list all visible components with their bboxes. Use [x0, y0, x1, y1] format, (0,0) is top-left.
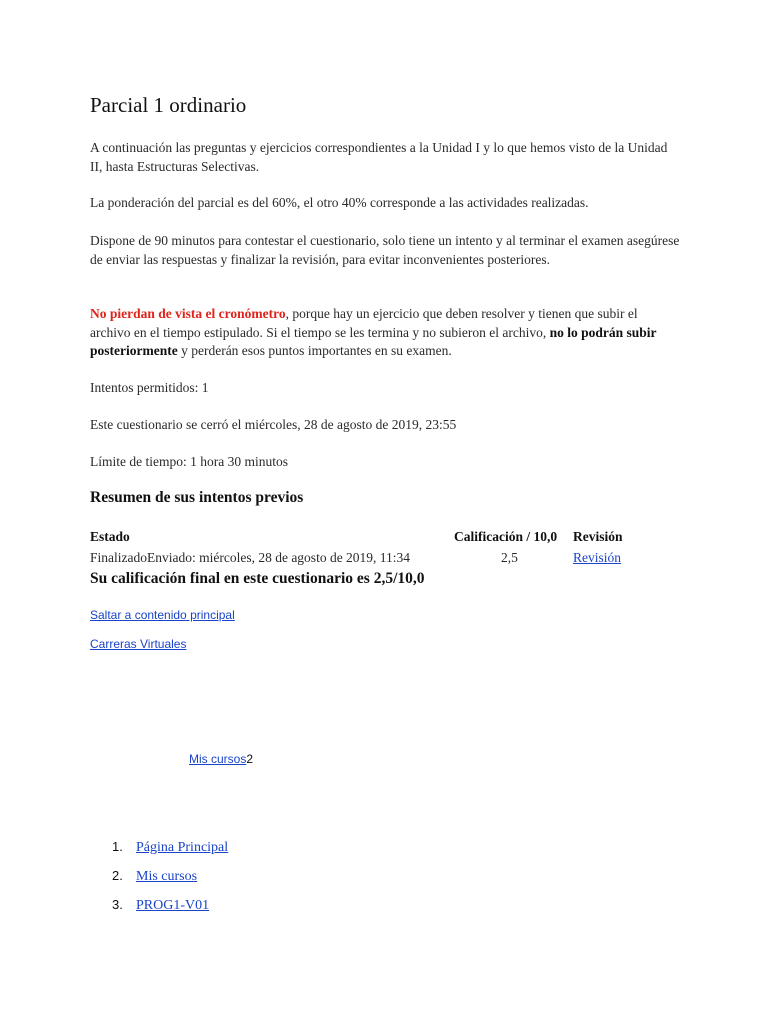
- list-item: [112, 868, 197, 885]
- weighting-paragraph: La ponderación del parcial es del 60%, el otro 40% corresponde a las actividades realizadas.: [90, 195, 589, 210]
- nav-link-home[interactable]: Página Principal: [136, 840, 229, 855]
- closed-info: Este cuestionario se cerró el miércoles, 28 de agosto de 2019, 23:55: [90, 417, 457, 432]
- warning-paragraph: [90, 305, 680, 361]
- nav-link-course[interactable]: PROG1-V01: [136, 898, 210, 913]
- row-calificacion: 2,5: [501, 550, 518, 565]
- list-item-number: 2.: [112, 868, 123, 883]
- site-home-link[interactable]: Carreras Virtuales: [90, 637, 187, 651]
- intro-paragraph: A continuación las preguntas y ejercicios correspondientes a la Unidad I y lo que hemos visto de la Unidad II, hasta Estructuras Selectivas.: [90, 140, 668, 174]
- warning-highlight: No pierdan de vista el cronómetro: [90, 306, 286, 321]
- page-title: Parcial 1 ordinario: [90, 93, 247, 117]
- skip-to-content-link[interactable]: Saltar a contenido principal: [90, 608, 235, 622]
- list-item-number: 1.: [112, 839, 123, 854]
- time-info-paragraph: Dispone de 90 minutos para contestar el cuestionario, solo tiene un intento y al terminar el examen asegúrese de enviar las respuestas y finalizar la revisión, para evitar inconvenientes posteriores.: [90, 233, 680, 267]
- list-item: [112, 897, 209, 914]
- review-link[interactable]: Revisión: [573, 550, 622, 565]
- time-limit: Límite de tiempo: 1 hora 30 minutos: [90, 454, 288, 469]
- header-calificacion: Calificación / 10,0: [454, 529, 558, 544]
- breadcrumb-suffix: 2: [246, 752, 254, 766]
- attempts-allowed: Intentos permitidos: 1: [90, 380, 209, 395]
- list-item-number: 3.: [112, 897, 123, 912]
- breadcrumb-my-courses-link[interactable]: Mis cursos: [189, 752, 247, 766]
- final-grade: Su calificación final en este cuestionario es 2,5/10,0: [90, 570, 425, 587]
- breadcrumb: [189, 752, 253, 766]
- row-estado: FinalizadoEnviado: miércoles, 28 de agosto de 2019, 11:34: [90, 550, 411, 565]
- warning-middle-text: , porque hay un ejercicio que deben resolver y tienen que subir el archivo en el tiempo estipulado. Si el tiempo se les termina y no subieron el archivo,: [90, 306, 638, 340]
- list-item: [112, 839, 228, 856]
- warning-bold-text: no lo podrán subir posteriormente: [90, 324, 657, 358]
- header-revision: Revisión: [573, 529, 623, 544]
- summary-heading: Resumen de sus intentos previos: [90, 489, 304, 506]
- nav-link-my-courses[interactable]: Mis cursos: [136, 869, 198, 884]
- warning-end-text: y perderán esos puntos importantes en su examen.: [177, 343, 452, 358]
- header-estado: Estado: [90, 529, 130, 544]
